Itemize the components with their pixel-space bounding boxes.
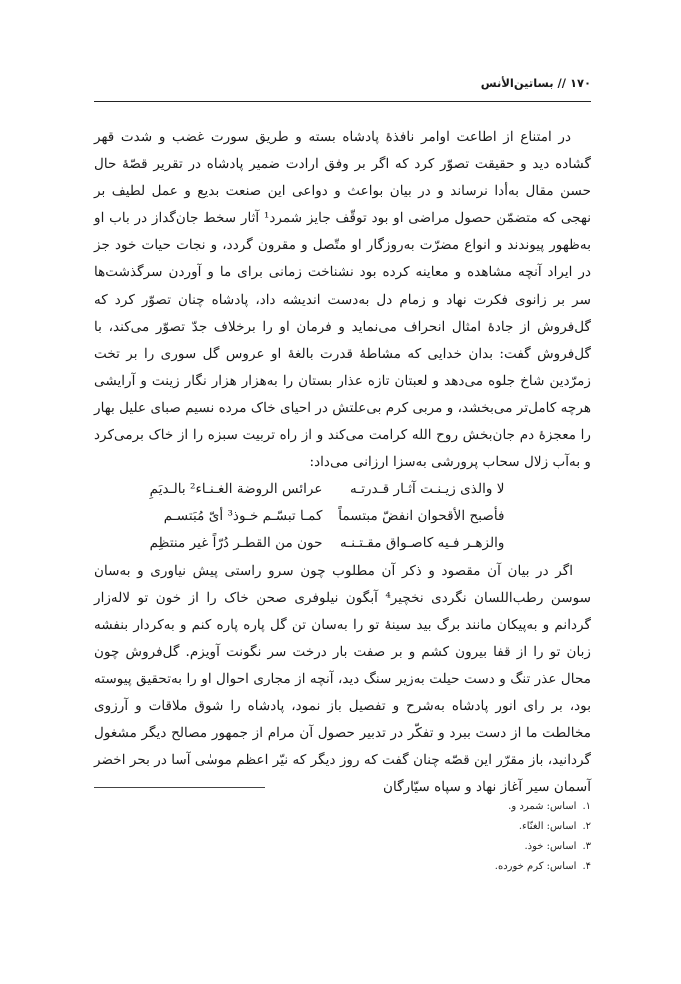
verse-3-second-hemistich: حون من القطـر دُرّاً غیر منتظِم (149, 535, 323, 552)
footnote-text: اساس: شمرد و. (508, 801, 577, 812)
footnote-1 (94, 797, 591, 817)
footnotes-list (94, 797, 591, 877)
footnote-4 (94, 857, 591, 877)
paragraph-1: در امتناع از اطاعت اوامر نافذهٔ پادشاه بسته و طریق سورت غضب و شدت قهر گشاده دید و حقیقت تصوّر کرد که اگر بر وفق ارادت ضمیر پادشاه در تقریر قصّهٔ حال حسن مقال به‌أدا نرساند و در بیان بواعث و دواعی این صنعت بدیع و عمل لطیف بر نهجی که متضمّن حصول مراضی او بود توقّف جایز شمرد¹ آثار سخط جان‌گداز در باب او به‌ظهور پیوندند و انواع مضرّت به‌روزگار او متّصل و مقرون گردد، و نجات حیات خود جز در ایراد آنچه مشاهده و معاینه کرده بود نشناخت زمانی برای ما و آوردن سرگذشت‌ها سر بر زانوی فکرت نهاد و زمام دل به‌دست اندیشه داد، پادشاه چنان تصوّر کرد که گل‌فروش از جادهٔ امثال انحراف می‌نماید و فرمان او را برخلاف جدّ تصوّر می‌کند، با گل‌فروش گفت: بدان خدایی که مشاطهٔ قدرت بالغهٔ او عروس گل سوری را بر تخت زمرّدین شاخ جلوه می‌دهد و لعبتان تازه عذار بستان را به‌هزار هزار نگار زینت و آرایشی هرچه کامل‌تر می‌بخشد، و مربی کرم بی‌علتش در احیای خاک مرده نسیم صبای علیل بهار را معجزهٔ دم جان‌بخش روح الله کرامت می‌کند و از راه تربیت سبزه را از خاک برمی‌کرد و به‌آب زلال سحاب پرورشی به‌سزا ارزانی می‌داد: (94, 129, 591, 471)
poem-verse-3 (94, 530, 591, 557)
header-rule (94, 101, 591, 102)
poem-verse-1 (94, 476, 591, 503)
footnote-2 (94, 817, 591, 837)
running-header: ۱۷۰ // بساتین‌الأنس (480, 76, 591, 90)
poem-verse-2 (94, 503, 591, 530)
verse-1-first-hemistich: لا والذی زیـنـت آثـار قـدرتـه (349, 481, 505, 498)
footnote-number: ۳. (582, 841, 591, 852)
footnote-text: اساس: الغنّاء. (518, 821, 577, 832)
footnote-number: ۱. (582, 801, 591, 812)
footnote-text: اساس: خوذ. (524, 841, 577, 852)
verse-1-second-hemistich: عرائس الروضة الغـنـاء² بالـدیَمِ (149, 481, 323, 498)
footnote-rule (94, 787, 265, 788)
paragraph-2: اگر در بیان آن مقصود و ذکر آن مطلوب چون سرو راستی پیش نیاوری و به‌سان سوسن رطب‌اللسان نگردی نخچیر⁴ آبگون نیلوفری صحن خاک را از خون تو لاله‌زار گردانم و به‌پیکان مانند برگ بید سینهٔ تو را به‌سان تن گل پاره پاره کنم و به‌کردار بنفشه زبان تو را از قفا بیرون کشم و بر صفت بار درخت سر نگونت آویزم. گل‌فروش چون محال عذر تنگ و دست حیلت به‌زیر سنگ دید، آنچه از مجاری احوال او را به‌تحقیق پیوسته بود، بر رای انور پادشاه به‌شرح و تفصیل باز نمود، پادشاه را شوق ملاقات و آرزوی مخالطت ما از دست ببرد و تفکّر در تدبیر حصول آن مرام از جمهور مصالح دیگر مشغول گردانید، باز مقرّر این قصّه چنان گفت که روز دیگر که نیّر اعظم موسٰی آسا در بحر اخضر آسمان سیر آغاز نهاد و سپاه سیّارگان (94, 562, 592, 796)
footnote-number: ۴. (582, 861, 591, 872)
verse-3-first-hemistich: والزهـر فـیه کاصـواق مقـتـنـه (339, 535, 505, 552)
book-page (94, 0, 591, 984)
arabic-poem (94, 476, 591, 557)
footnote-number: ۲. (582, 821, 591, 832)
footnote-3 (94, 837, 591, 857)
footnote-text: اساس: کرم خورده. (494, 861, 577, 872)
verse-2-first-hemistich: فأصبح الأقحوان انفضّ مبتسماً (338, 508, 505, 525)
verse-2-second-hemistich: کمـا تبسّـم خـوذ³ أیّ مُبَتسـم (163, 508, 323, 525)
main-text (94, 124, 591, 801)
